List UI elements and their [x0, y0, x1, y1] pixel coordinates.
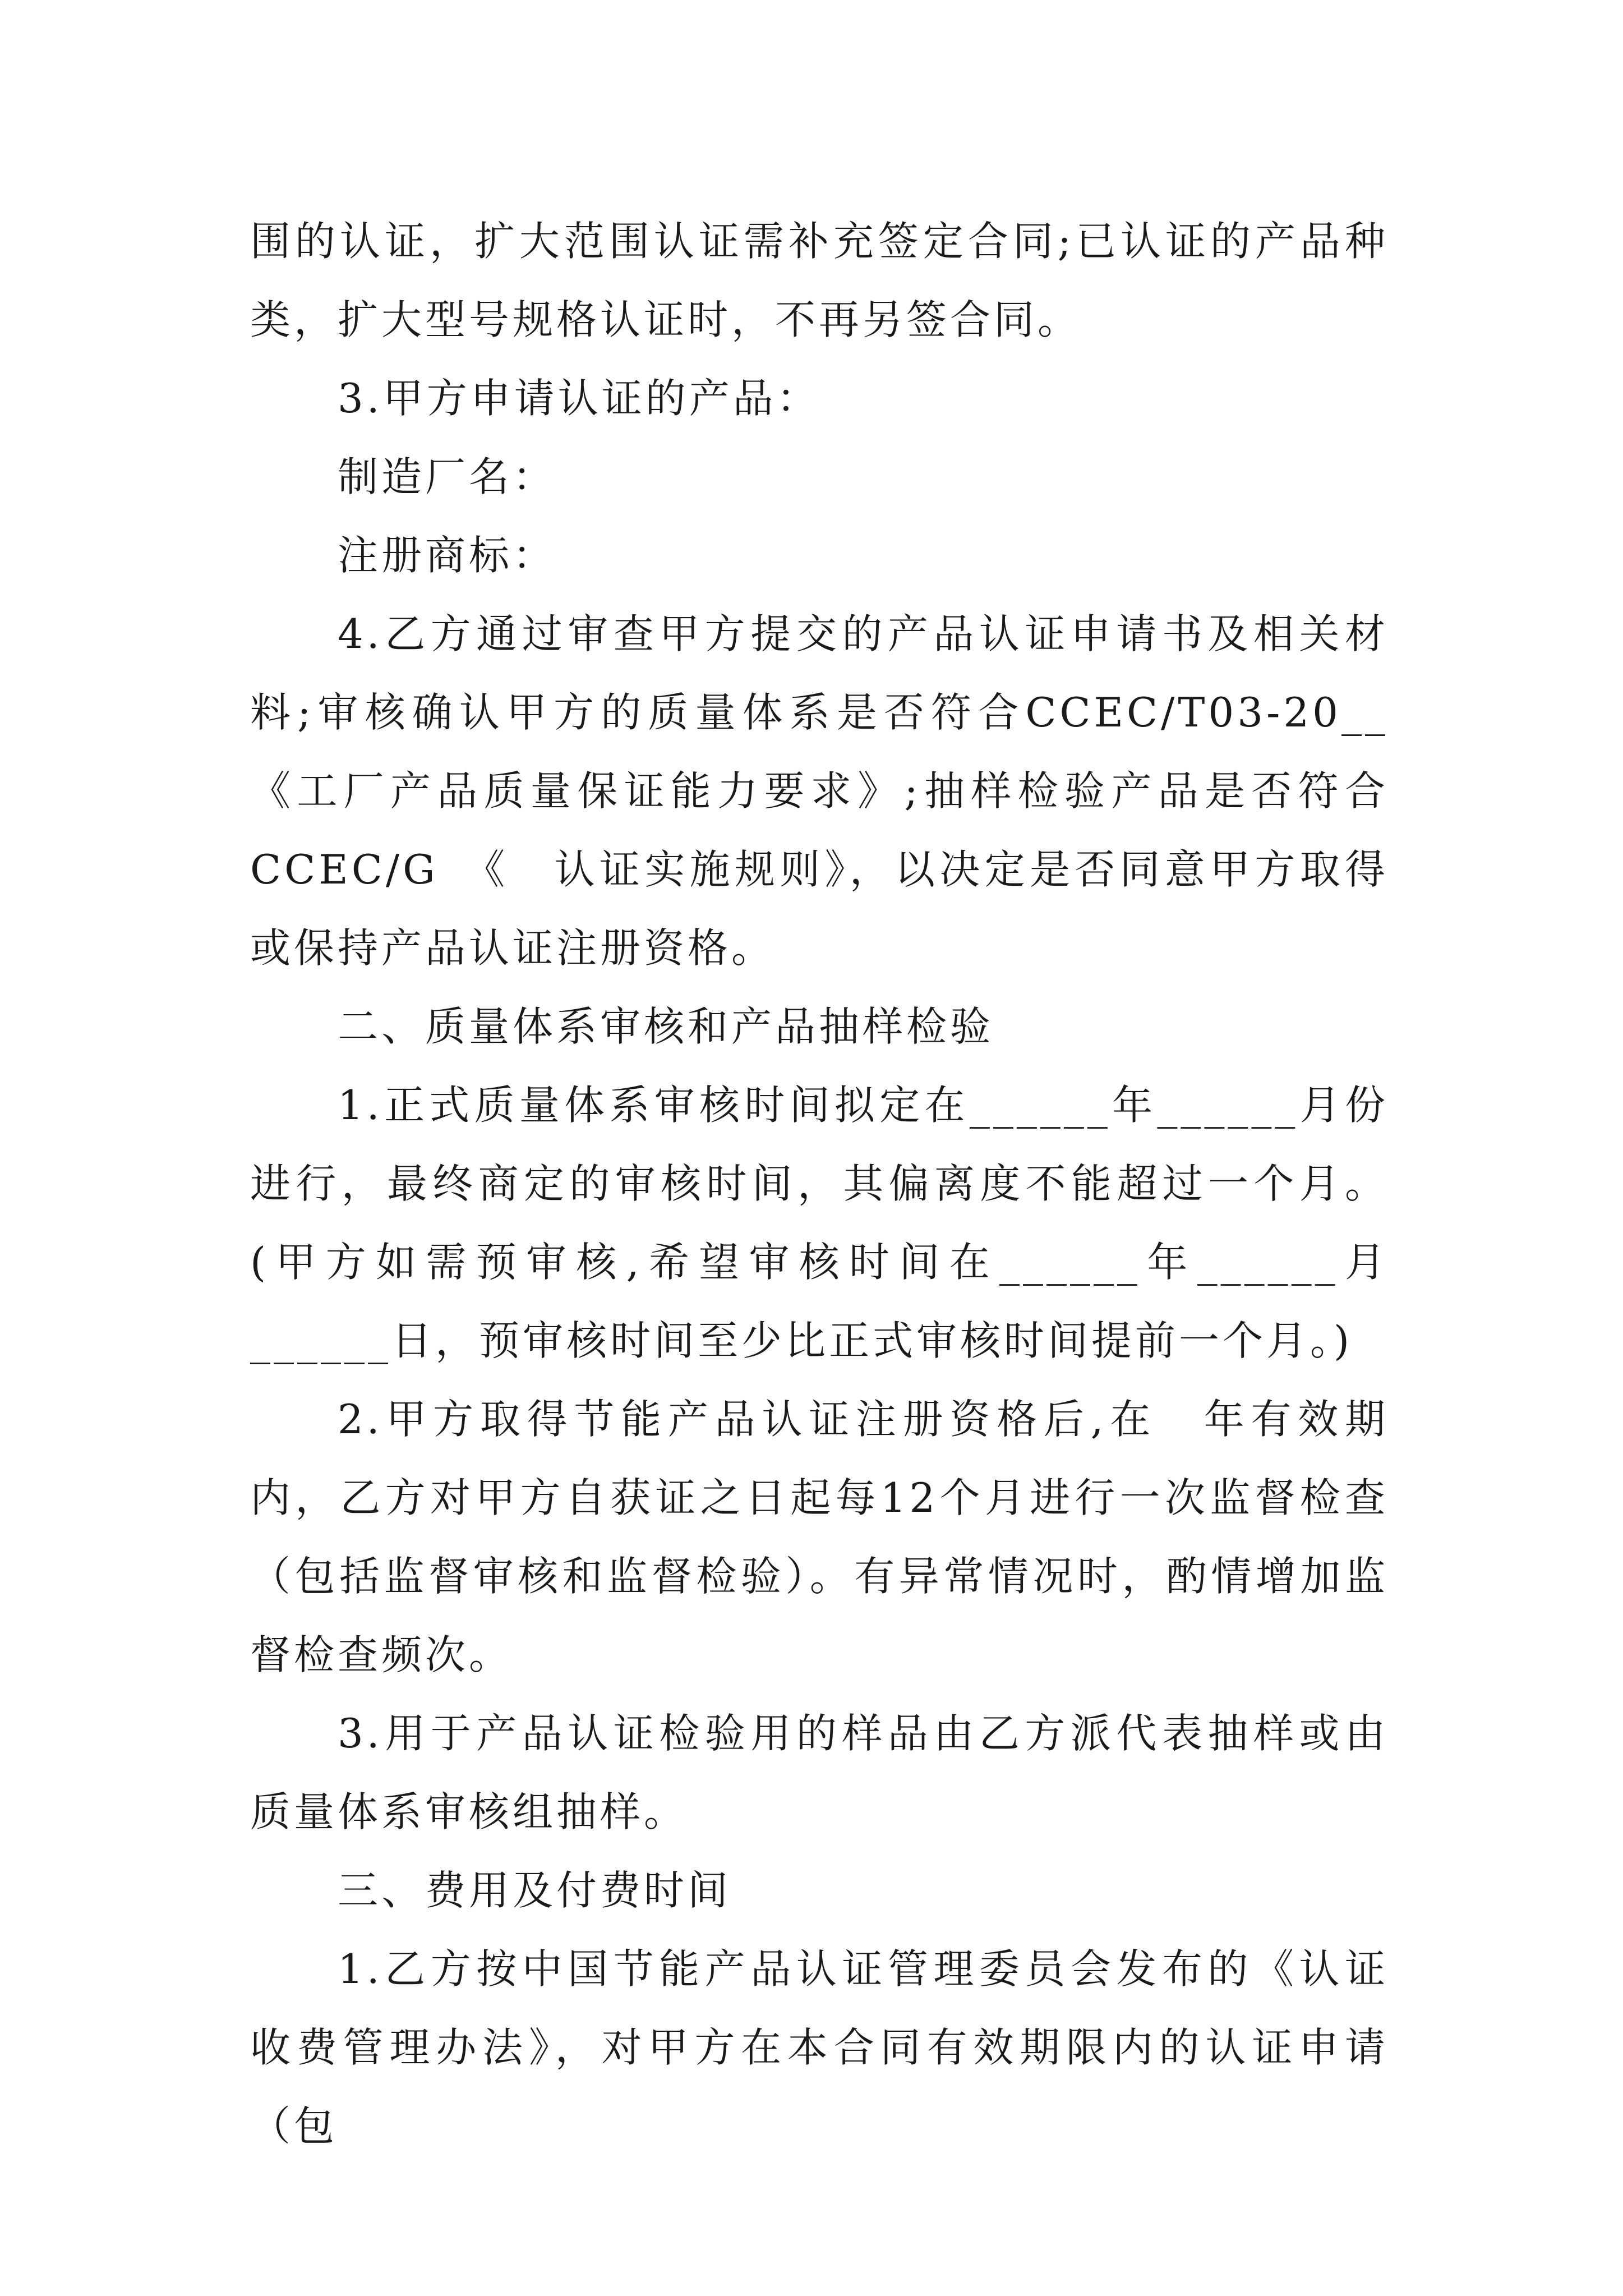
- document-body: [250, 202, 1389, 2165]
- paragraph-item-3: 3.甲方申请认证的产品：: [338, 375, 820, 422]
- paragraph-manufacturer: 制造厂名：: [338, 453, 557, 500]
- paragraph-supervision: 2.甲方取得节能产品认证注册资格后,在 年有效期内，乙方对甲方自获证之日起每12个月进行一次监督检查（包括监督审核和监督检验）。有异常情况时，酌情增加监督检查频次。: [250, 1396, 1389, 1678]
- paragraph-fees: 1.乙方按中国节能产品认证管理委员会发布的《认证收费管理办法》，对甲方在本合同有效期限内的认证申请（包: [250, 1945, 1389, 2150]
- paragraph-continuation: 围的认证，扩大范围认证需补充签定合同;已认证的产品种类，扩大型号规格认证时，不再另签合同。: [250, 218, 1389, 343]
- paragraph-sampling: 3.用于产品认证检验用的样品由乙方派代表抽样或由质量体系审核组抽样。: [250, 1710, 1389, 1835]
- paragraph-trademark: 注册商标：: [338, 532, 557, 579]
- paragraph-item-4: 4.乙方通过审查甲方提交的产品认证申请书及相关材料;审核确认甲方的质量体系是否符合CCEC/T03-20__《工厂产品质量保证能力要求》;抽样检验产品是否符合CCEC/G 《 认证实施规则》，以决定是否同意甲方取得或保持产品认证注册资格。: [250, 610, 1389, 972]
- section-heading-3: 三、费用及付费时间: [338, 1867, 732, 1914]
- paragraph-audit-time: 1.正式质量体系审核时间拟定在______年______月份进行，最终商定的审核时间，其偏离度不能超过一个月。(甲方如需预审核,希望审核时间在______年______月______日，预审核时间至少比正式审核时间提前一个月。): [250, 1082, 1389, 1364]
- section-heading-2: 二、质量体系审核和产品抽样检验: [338, 1003, 994, 1050]
